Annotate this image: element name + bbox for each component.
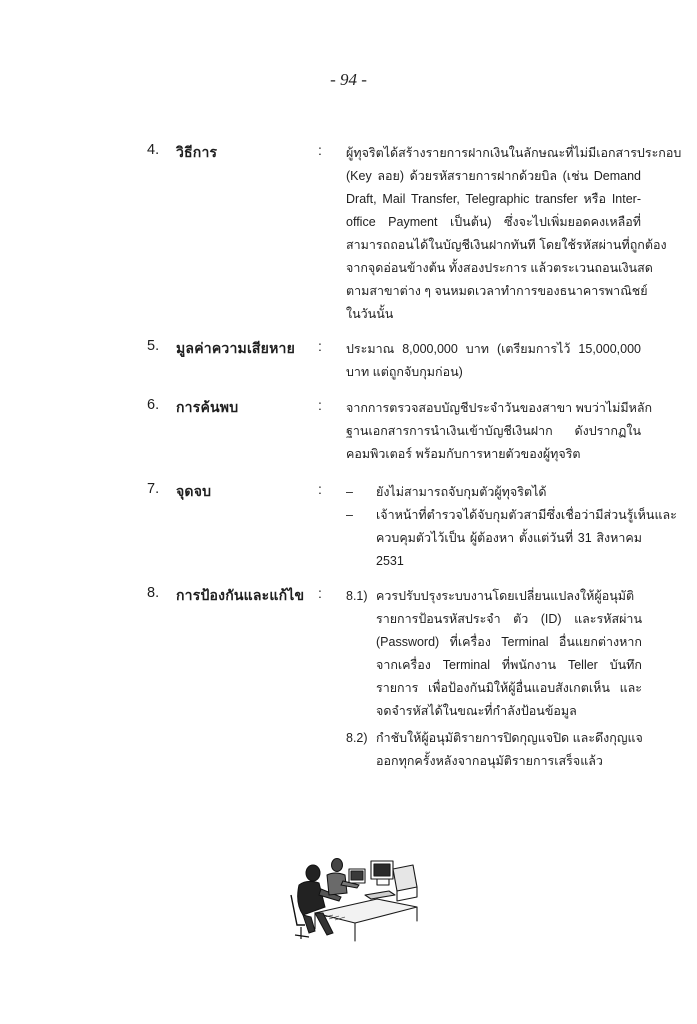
- body-line: จากเครื่อง Terminal ที่พนักงาน Teller บันทึก: [376, 658, 642, 672]
- dash-marker: –: [346, 485, 353, 499]
- body-line: ผู้ทุจริตได้สร้างรายการฝากเงินในลักษณะที่ไม่มีเอกสารประกอบ: [346, 146, 682, 160]
- item-title: การค้นพบ: [176, 399, 239, 415]
- item-title: การป้องกันและแก้ไข: [176, 587, 305, 603]
- item-body: [346, 397, 653, 466]
- item-colon: :: [318, 142, 322, 158]
- body-line: บาท แต่ถูกจับกุมก่อน): [346, 365, 463, 379]
- item-number: 7.: [147, 481, 160, 497]
- bullet-text: [376, 481, 642, 504]
- body-line: เจ้าหน้าที่ตำรวจได้จับกุมตัวสามีซึ่งเชื่อว่ามีส่วนรู้เห็นและ: [376, 508, 677, 522]
- body-line: ตามสาขาต่าง ๆ จนหมดเวลาทำการของธนาคารพาณิชย์: [346, 284, 648, 298]
- body-line: ควรปรับปรุงระบบงานโดยเปลี่ยนแปลงให้ผู้อนุมัติ: [376, 589, 635, 603]
- body-line: ฐานเอกสารการนำเงินเข้าบัญชีเงินฝาก ดังปรากฏใน: [346, 424, 641, 438]
- body-line: สามารถถอนได้ในบัญชีเงินฝากทันที โดยใช้รหัสผ่านที่ถูกต้อง: [346, 238, 667, 252]
- body-line: (Password) ที่เครื่อง Terminal อื่นแยกต่างหาก: [376, 635, 642, 649]
- item-body: [346, 338, 641, 384]
- dash-marker: –: [346, 508, 353, 522]
- body-line: ประมาณ 8,000,000 บาท (เตรียมการไว้ 15,000,000: [346, 342, 641, 356]
- subitem-text: [376, 727, 642, 773]
- body-line: รายการ เพื่อป้องกันมิให้ผู้อื่นแอบสังเกตเห็น และ: [376, 681, 642, 695]
- body-line: จากการตรวจสอบบัญชีประจำวันของสาขา พบว่าไม่มีหลัก: [346, 401, 653, 415]
- body-line: office Payment เป็นต้น) ซึ่งจะไปเพิ่มยอดคงเหลือที่: [346, 215, 641, 229]
- item-number: 5.: [147, 338, 160, 354]
- body-line: รายการป้อนรหัสประจำ ตัว (ID) และรหัสผ่าน: [376, 612, 642, 626]
- item-number: 8.: [147, 585, 160, 601]
- body-line: กำชับให้ผู้อนุมัติรายการปิดกุญแจปิด และดึงกุญแจ: [376, 731, 643, 745]
- item-title: มูลค่าความเสียหาย: [176, 340, 295, 356]
- body-line: 2531: [376, 554, 404, 568]
- item-colon: :: [318, 481, 322, 497]
- body-line: ควบคุมตัวไว้เป็น ผู้ต้องหา ตั้งแต่วันที่ 31 สิงหาคม: [376, 531, 642, 545]
- item-title: วิธีการ: [176, 144, 218, 160]
- subitem-text: [376, 585, 642, 723]
- subitem-number: 8.2): [346, 731, 368, 745]
- body-line: ยังไม่สามารถจับกุมตัวผู้ทุจริตได้: [376, 485, 547, 499]
- page-number: - 94 -: [330, 70, 367, 89]
- body-line: ออกทุกครั้งหลังจากอนุมัติรายการเสร็จแล้ว: [376, 754, 603, 768]
- body-line: จากจุดอ่อนข้างต้น ทั้งสองประการ แล้วตระเวนถอนเงินสด: [346, 261, 653, 275]
- body-line: (Key ลอย) ด้วยรหัสรายการฝากด้วยบิล (เช่น Demand: [346, 169, 641, 183]
- office-workers-at-computers-illustration: [285, 855, 425, 947]
- item-body: [346, 142, 682, 326]
- body-line: คอมพิวเตอร์ พร้อมกับการหายตัวของผู้ทุจริต: [346, 447, 581, 461]
- item-number: 4.: [147, 142, 160, 158]
- item-number: 6.: [147, 397, 160, 413]
- item-title: จุดจบ: [176, 483, 212, 499]
- body-line: Draft, Mail Transfer, Telegraphic transfer หรือ Inter-: [346, 192, 641, 206]
- body-line: ในวันนั้น: [346, 307, 394, 321]
- bullet-text: [376, 504, 677, 573]
- illustration-drawing: [285, 855, 425, 947]
- item-colon: :: [318, 397, 322, 413]
- subitem-number: 8.1): [346, 589, 368, 603]
- item-colon: :: [318, 338, 322, 354]
- item-colon: :: [318, 585, 322, 601]
- body-line: จดจำรหัสได้ในขณะที่กำลังป้อนข้อมูล: [376, 704, 577, 718]
